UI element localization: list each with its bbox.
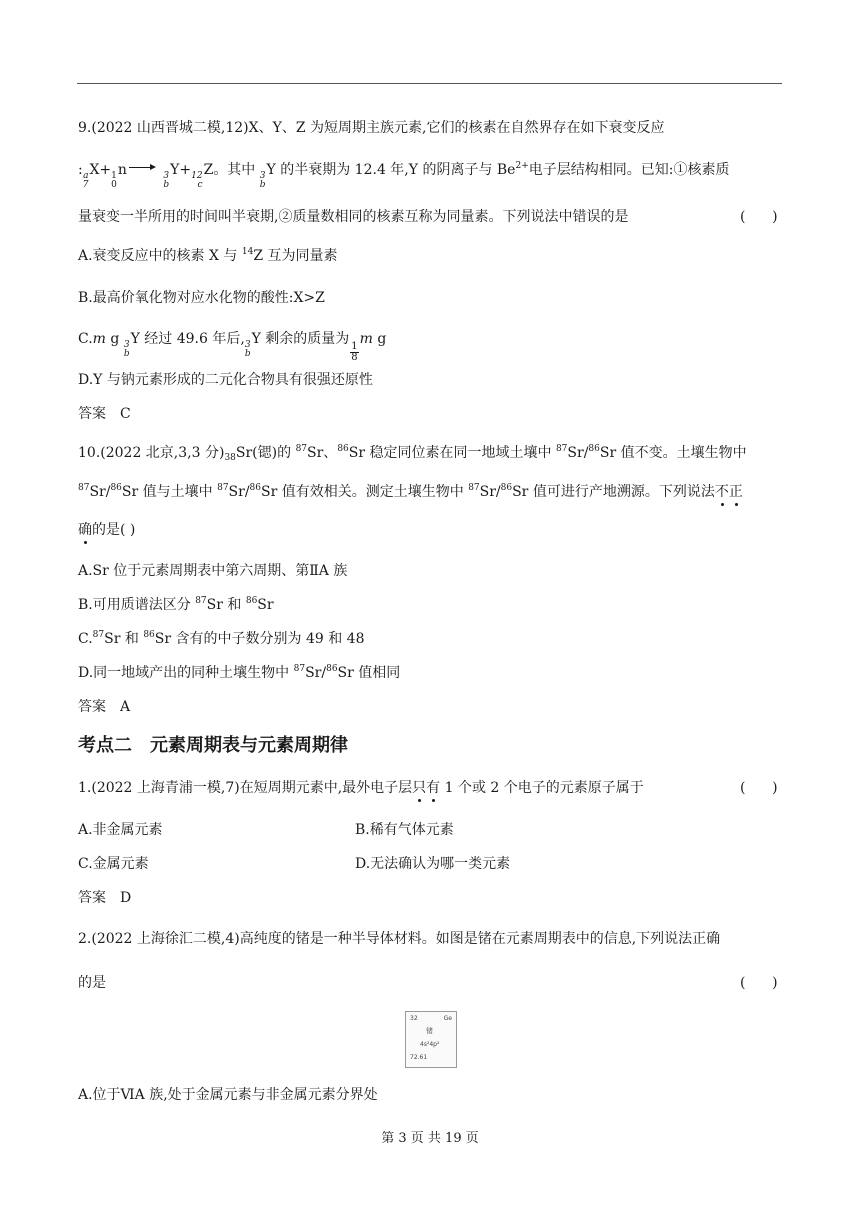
s2q1-stem: 1.(2022 上海青浦一模,7)在短周期元素中,最外电子层只有 1 个或 2 个电子的元素原子属于: [78, 780, 644, 796]
emphasis-zhi: 只: [412, 780, 427, 796]
q10-stem-line3: 确的是( ): [78, 522, 136, 538]
s2q2-stem: 2.(2022 上海徐汇二模,4)高纯度的锗是一种半导体材料。如图是锗在元素周期表中的信息,下列说法正确: [78, 931, 721, 947]
q10-option-a: A.Sr 位于元素周期表中第六周期、第ⅡA 族: [78, 563, 348, 579]
q9-answer: 答案 C: [78, 406, 131, 422]
s2q1-option-d: D.无法确认为哪一类元素: [355, 856, 511, 872]
s2q1-option-c: C.金属元素: [78, 856, 149, 872]
page-footer: 第 3 页 共 19 页: [381, 1131, 479, 1146]
optc-y2-scripts: 3 b: [244, 340, 251, 359]
y2-nuclide-scripts: 3 b: [259, 171, 266, 190]
s2q2-stem2: 的是: [78, 975, 106, 991]
q9-answer-bracket: ( ): [740, 209, 778, 225]
q10-stem-line2: $^{87}$Sr/$^{86}$Sr 值与土壤中 $^{87}$Sr/$^{86}$Sr 值有效相关。测定土壤生物中 $^{87}$Sr/$^{86}$Sr 值可进行产地溯源。下列说法不正: [78, 483, 743, 500]
q9-option-b: B.最高价氧化物对应水化物的酸性:X>Z: [78, 290, 325, 306]
germanium-periodic-table-cell: [405, 1011, 457, 1068]
z-nuclide-scripts: 12 c: [191, 171, 203, 190]
q10-stem-line1: 10.(2022 北京,3,3 分)$_{38}Sr$(锶)的 $^{87}$Sr、$^{86}$Sr 稳定同位素在同一地域土壤中 $^{87}$Sr/$^{86}$Sr 值不变。土壤生物中: [78, 444, 747, 463]
q9-stem-line3: 量衰变一半所用的时间叫半衰期,②质量数相同的核素互称为同量素。下列说法中错误的是: [78, 209, 629, 225]
pe-symbol: Ge: [443, 1015, 452, 1022]
reaction-arrow-icon: [129, 163, 157, 172]
q9-stem-line1: 9.(2022 山西晋城二模,12)X、Y、Z 为短周期主族元素,它们的核素在自然界存在如下衰变反应: [78, 120, 665, 136]
s2q1-option-b: B.稀有气体元素: [355, 822, 454, 838]
emphasis-you: 有: [426, 780, 441, 796]
q10-option-b: B.可用质谱法区分 $^{87}$Sr 和 $^{86}$Sr: [78, 596, 274, 613]
s2q2-option-a: A.位于ⅥA 族,处于金属元素与非金属元素分界处: [78, 1087, 378, 1103]
s2q1-answer: 答案 D: [78, 890, 132, 906]
emphasis-bu: 不: [714, 484, 729, 500]
n-nuclide-scripts: 1 0: [111, 171, 117, 190]
pe-config: 4s²4p²: [420, 1041, 440, 1048]
pe-mass: 72.61: [410, 1054, 428, 1061]
optc-y-scripts: 3 b: [123, 340, 130, 359]
y-nuclide-scripts: 3 b: [163, 171, 170, 190]
one-eighth-fraction: $\frac{1}{8}$: [351, 341, 358, 363]
q9-option-a: A.衰变反应中的核素 X 与 $^{14}$Z 互为同量素: [78, 247, 338, 264]
pe-name: 锗: [426, 1027, 433, 1035]
q9-option-d: D.Y 与钠元素形成的二元化合物具有很强还原性: [78, 372, 373, 388]
s2q1-answer-bracket: ( ): [740, 780, 778, 796]
s2q1-option-a: A.非金属元素: [78, 822, 163, 838]
q10-answer: 答案 A: [78, 699, 131, 715]
q10-option-d: D.同一地域产出的同种土壤生物中 $^{87}$Sr/$^{86}$Sr 值相同: [78, 664, 401, 681]
emphasis-que: 确: [78, 522, 92, 538]
q10-option-c: C.$^{87}$Sr 和 $^{86}$Sr 含有的中子数分别为 49 和 48: [78, 630, 365, 647]
pe-atomic-number: 32: [410, 1015, 418, 1022]
s2q2-answer-bracket: ( ): [740, 975, 778, 991]
x-nuclide-scripts: a 7: [82, 171, 89, 190]
q9-stem-line2: : a 7 X+ 1 0 n 3 b Y+ 12 c Z。其中 3 b Y 的半衰期为 12.4 年,Y 的阴离子与 $Be^{2+}$电子层结构相同。已知:①核素质: [78, 161, 730, 190]
emphasis-zheng: 正: [728, 484, 743, 500]
header-rule: [77, 83, 782, 84]
q9-option-c: C.m g 3 b Y 经过 49.6 年后, 3 b Y 剩余的质量为 $\frac{1}{8}$ m g: [78, 331, 387, 363]
section-title: 考点二 元素周期表与元素周期律: [78, 735, 348, 756]
